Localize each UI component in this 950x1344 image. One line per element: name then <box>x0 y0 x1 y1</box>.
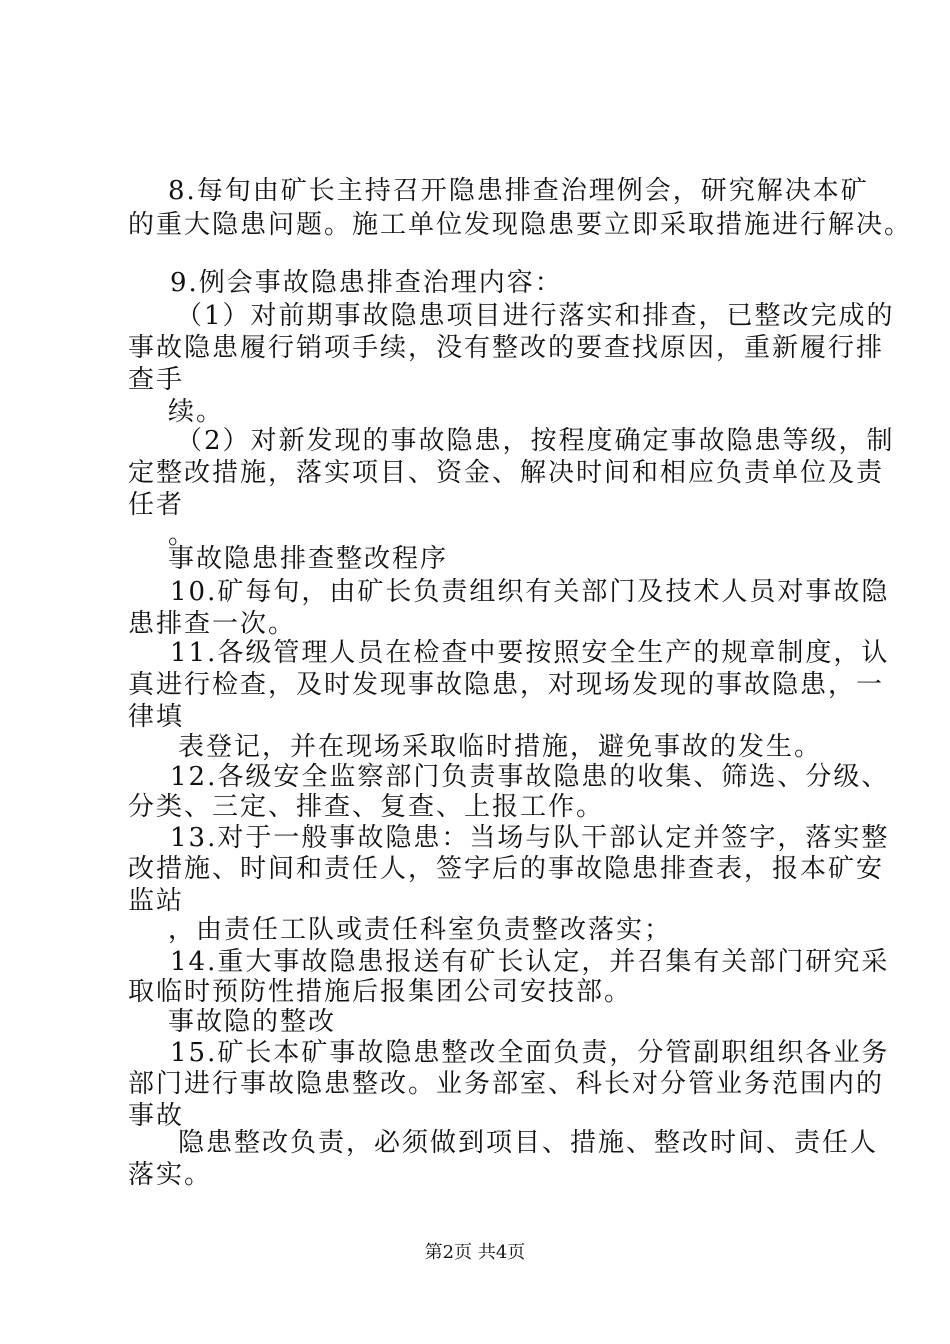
text-line: 12.各级安全监察部门负责事故隐患的收集、筛选、分级、 <box>170 762 890 792</box>
text-line: （1）对前期事故隐患项目进行落实和排查，已整改完成的 <box>176 301 895 331</box>
text-line: 监站 <box>128 886 185 916</box>
text-line: 取临时预防性措施后报集团公司安技部。 <box>128 977 633 1007</box>
text-line: 的重大隐患问题。施工单位发现隐患要立即采取措施进行解决。 <box>128 210 913 240</box>
page-number: 第2页 共4页 <box>424 1242 526 1263</box>
text-line: 事故 <box>128 1101 185 1131</box>
text-line: 表登记，并在现场采取临时措施，避免事故的发生。 <box>178 732 823 762</box>
text-line: 患排查一次。 <box>128 609 297 639</box>
text-line: 8.每旬由矿长主持召开隐患排查治理例会，研究解决本矿 <box>168 176 869 206</box>
text-line: 定整改措施，落实项目、资金、解决时间和相应负责单位及责 <box>128 458 885 488</box>
section-heading: 事故隐的整改 <box>168 1007 337 1037</box>
text-line: 9.例会事故隐患排查治理内容： <box>170 268 563 298</box>
text-line: 分类、三定、排查、复查、上报工作。 <box>128 792 605 822</box>
text-line: 隐患整改负责，必须做到项目、措施、整改时间、责任人 <box>178 1128 879 1158</box>
text-line: 。 <box>168 520 197 550</box>
text-line: 落实。 <box>128 1160 213 1190</box>
text-line: 14.重大事故隐患报送有矿长认定，并召集有关部门研究采 <box>170 947 890 977</box>
section-heading: 事故隐患排查整改程序 <box>168 544 449 574</box>
text-line: 律填 <box>128 702 185 732</box>
text-line: 11.各级管理人员在检查中要按照安全生产的规章制度，认 <box>170 638 890 668</box>
text-line: 部门进行事故隐患整改。业务部室、科长对分管业务范围内的 <box>128 1069 885 1099</box>
text-line: 10.矿每旬，由矿长负责组织有关部门及技术人员对事故隐 <box>170 577 890 607</box>
text-line: ，由责任工队或责任科室负责整改落实； <box>168 915 673 945</box>
text-line: 15.矿长本矿事故隐患整改全面负责，分管副职组织各业务 <box>170 1038 890 1068</box>
text-line: 查手 <box>128 365 185 395</box>
text-line: 13.对于一般事故隐患：当场与队干部认定并签字，落实整 <box>170 823 890 853</box>
text-line: 真进行检查，及时发现事故隐患，对现场发现的事故隐患，一 <box>128 670 885 700</box>
text-line: （2）对新发现的事故隐患，按程度确定事故隐患等级，制 <box>176 426 895 456</box>
text-line: 事故隐患履行销项手续，没有整改的要查找原因，重新履行排 <box>128 333 885 363</box>
text-line: 续。 <box>168 397 225 427</box>
text-line: 任者 <box>128 490 185 520</box>
text-line: 改措施、时间和责任人，签字后的事故隐患排查表，报本矿安 <box>128 854 885 884</box>
